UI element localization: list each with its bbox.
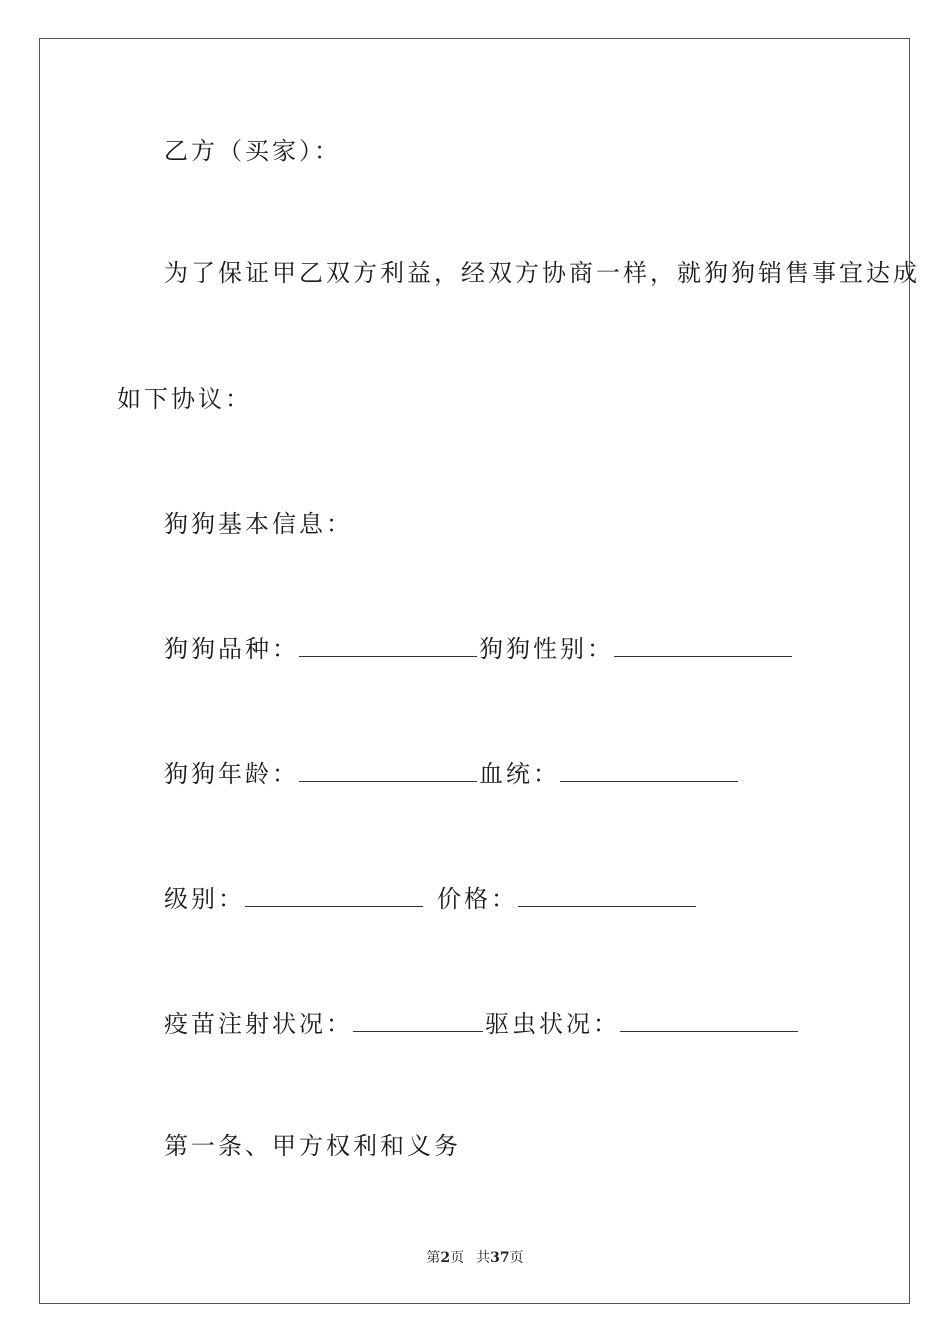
dog-info-heading-text: 狗狗基本信息： <box>164 510 353 538</box>
grade-blank <box>245 884 423 907</box>
total-pages: 37 <box>490 1250 510 1266</box>
article-1-text: 第一条、甲方权利和义务 <box>164 1132 461 1160</box>
page-number: 2 <box>440 1250 451 1266</box>
page-suffix: 页 <box>450 1250 465 1266</box>
total-suffix: 页 <box>509 1250 524 1266</box>
total-prefix: 共 <box>476 1250 491 1266</box>
page-frame <box>39 38 910 1304</box>
sex-label: 狗狗性别： <box>479 635 614 663</box>
vaccine-label: 疫苗注射状况： <box>164 1010 353 1038</box>
grade-price-row <box>164 884 698 914</box>
article-1-heading <box>164 1131 461 1161</box>
vaccine-deworm-row <box>164 1009 800 1039</box>
dog-info-heading <box>164 509 353 539</box>
party-b-line <box>164 136 341 166</box>
sex-blank <box>614 634 792 657</box>
page-prefix: 第 <box>426 1250 441 1266</box>
intro-text-2: 如下协议： <box>117 385 252 413</box>
age-bloodline-row <box>164 759 740 789</box>
deworm-label: 驱虫状况： <box>485 1010 620 1038</box>
vaccine-blank <box>353 1009 483 1032</box>
intro-line-1 <box>164 258 920 288</box>
breed-sex-row <box>164 634 794 664</box>
party-b-label: 乙方（买家）： <box>164 137 341 165</box>
deworm-blank <box>620 1009 798 1032</box>
bloodline-blank <box>560 759 738 782</box>
breed-blank <box>299 634 477 657</box>
page-footer <box>0 1247 950 1267</box>
price-blank <box>518 884 696 907</box>
breed-label: 狗狗品种： <box>164 635 299 663</box>
intro-line-2 <box>117 384 252 414</box>
intro-text-1: 为了保证甲乙双方利益，经双方协商一样，就狗狗销售事宜达成 <box>164 259 920 287</box>
bloodline-label: 血统： <box>479 760 560 788</box>
age-blank <box>299 759 477 782</box>
grade-label: 级别： <box>164 885 245 913</box>
price-label: 价格： <box>437 885 518 913</box>
age-label: 狗狗年龄： <box>164 760 299 788</box>
